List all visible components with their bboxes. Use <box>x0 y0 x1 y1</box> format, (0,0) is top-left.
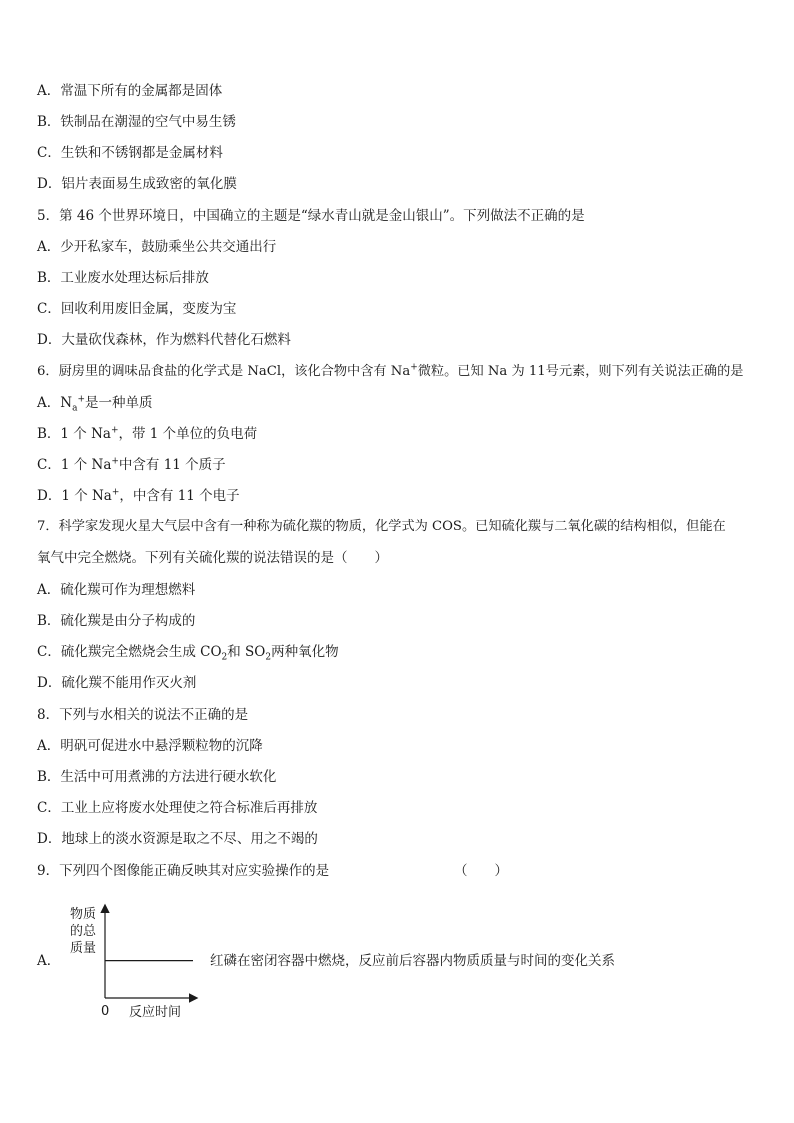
q7-stem-line1: 7．科学家发现火星大气层中含有一种称为硫化羰的物质，化学式为 COS。已知硫化羰与二氧化碳的结构相似，但能在 <box>37 519 726 534</box>
q6-option-b: B．1 个 Na+，带 1 个单位的负电荷 <box>37 425 258 442</box>
y-axis-label-line2: 的总 <box>70 924 97 939</box>
q4-option-d: D．铝片表面易生成致密的氧化膜 <box>37 176 237 192</box>
answer-bracket: （ ） <box>454 863 508 879</box>
q4-option-c: C．生铁和不锈钢都是金属材料 <box>37 145 223 161</box>
q7-option-d: D．硫化羰不能用作灭火剂 <box>37 675 197 691</box>
q7-stem-line2: 氧气中完全燃烧。下列有关硫化羰的说法错误的是（ ） <box>37 550 388 566</box>
q6-option-a: A．$N_a^+$是一种单质 <box>37 394 153 414</box>
q7-option-c: C．硫化羰完全燃烧会生成 $CO_2$和 $SO_2$两种氧化物 <box>37 644 339 663</box>
q8-stem: 8．下列与水相关的说法不正确的是 <box>37 707 249 723</box>
q5-stem: 5．第 46 个世界环境日，中国确立的主题是“绿水青山就是金山银山”。下列做法不正确的是 <box>37 208 585 224</box>
q5-option-d: D．大量砍伐森林，作为燃料代替化石燃料 <box>37 332 291 348</box>
q4-option-a: A．常温下所有的金属都是固体 <box>37 83 223 99</box>
q8-option-a: A．明矾可促进水中悬浮颗粒物的沉降 <box>37 738 263 754</box>
q8-option-b: B．生活中可用煮沸的方法进行硬水软化 <box>37 769 277 785</box>
q8-option-d: D．地球上的淡水资源是取之不尽、用之不竭的 <box>37 831 318 847</box>
x-axis-label: 反应时间 <box>129 1005 182 1020</box>
q6-option-c: C．1 个 Na+中含有 11 个质子 <box>37 456 226 473</box>
q9-stem: 9．下列四个图像能正确反映其对应实验操作的是 （ ） <box>37 863 508 879</box>
q6-stem: 6．厨房里的调味品食盐的化学式是 NaCl，该化合物中含有 Na+微粒。已知 Na 为 11号元素，则下列有关说法正确的是 <box>37 362 744 379</box>
q8-option-c: C．工业上应将废水处理使之符合标准后再排放 <box>37 800 318 816</box>
q6-option-d: D．1 个 Na+，中含有 11 个电子 <box>37 487 240 504</box>
q5-option-b: B．工业废水处理达标后排放 <box>37 270 209 286</box>
q5-option-a: A．少开私家车，鼓励乘坐公共交通出行 <box>37 239 277 255</box>
q7-option-a: A．硫化羰可作为理想燃料 <box>37 582 196 598</box>
q9-option-a-text: 红磷在密闭容器中燃烧，反应前后容器内物质质量与时间的变化关系 <box>210 953 615 969</box>
y-axis-label-line1: 物质 <box>70 907 97 922</box>
origin-label: 0 <box>101 1004 110 1019</box>
q4-option-b: B．铁制品在潮湿的空气中易生锈 <box>37 114 236 130</box>
q5-option-c: C．回收利用废旧金属，变废为宝 <box>37 301 237 317</box>
q9-option-a-label: A． <box>37 953 61 969</box>
q7-option-b: B．硫化羰是由分子构成的 <box>37 613 196 629</box>
y-axis-label-line3: 质量 <box>70 941 97 956</box>
